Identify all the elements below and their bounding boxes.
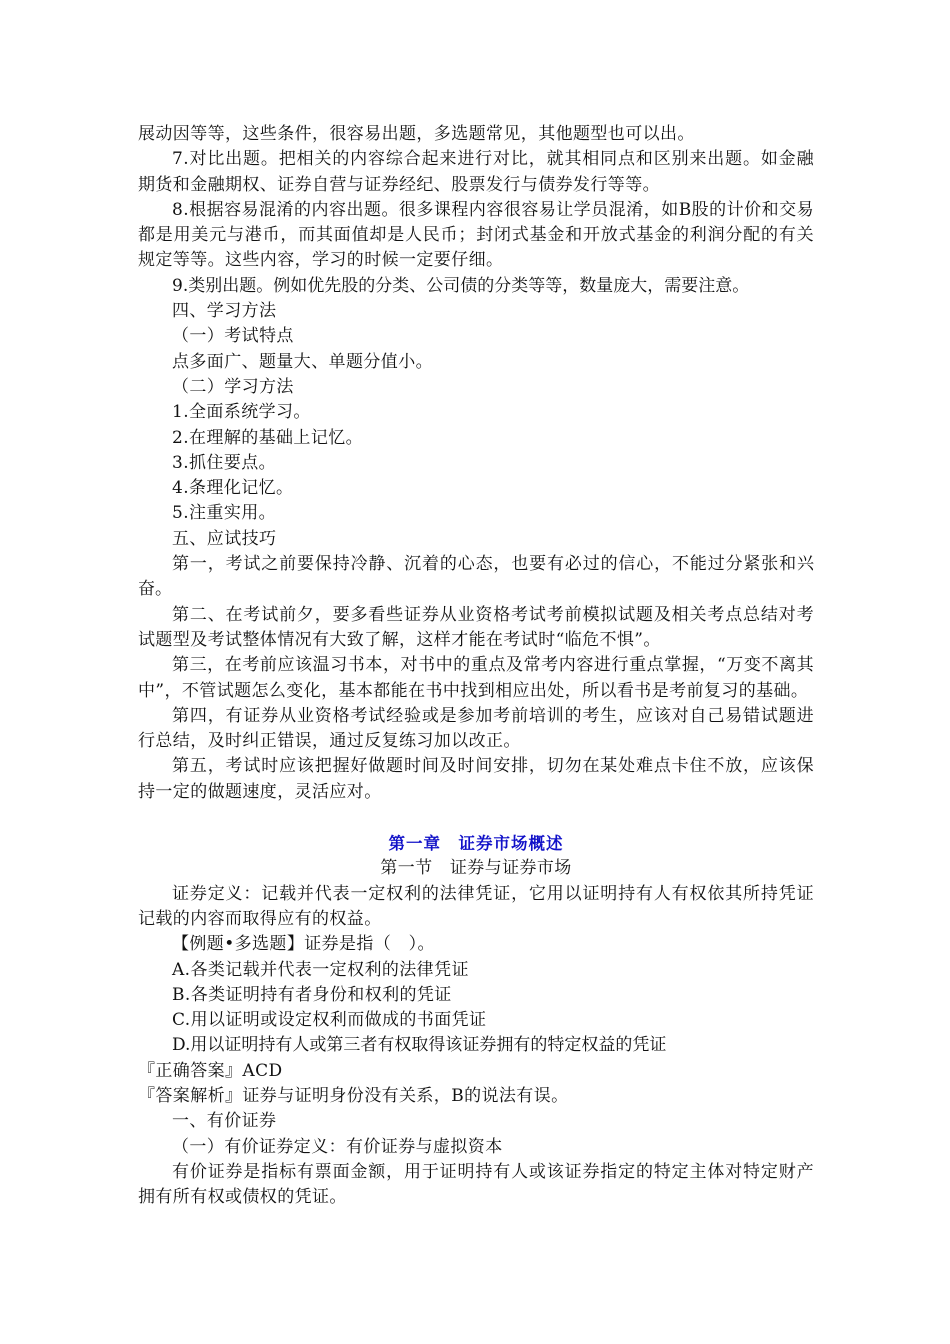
paragraph-item-7: 7.对比出题。把相关的内容综合起来进行对比，就其相同点和区别来出题。如金融期货和金融期权、证券自营与证券经纪、股票发行与债券发行等等。 xyxy=(138,149,814,195)
heading-study-methods: 四、学习方法 xyxy=(172,301,277,322)
answer-analysis: 『答案解析』证券与证明身份没有关系，B的说法有误。 xyxy=(138,1085,569,1106)
method-item: 4.条理化记忆。 xyxy=(172,478,294,499)
option-a: A.各类记载并代表一定权利的法律凭证 xyxy=(172,959,469,980)
tip-paragraph-4: 第四，有证券从业资格考试经验或是参加考前培训的考生，应该对自己易错试题进行总结，及时纠正错误，通过反复练习加以改正。 xyxy=(138,705,814,752)
section-title: 第一节 证券与证券市场 xyxy=(380,858,572,879)
option-c: C.用以证明或设定权利而做成的书面凭证 xyxy=(172,1010,487,1031)
subheading-definition: （一）有价证券定义：有价证券与虚拟资本 xyxy=(172,1136,503,1157)
subheading-exam-features: （一）考试特点 xyxy=(172,326,294,347)
page-content xyxy=(138,122,814,1210)
subheading-study-methods: （二）学习方法 xyxy=(172,376,294,397)
correct-answer: 『正确答案』ACD xyxy=(138,1060,283,1081)
method-item: 1.全面系统学习。 xyxy=(172,402,311,423)
spacer xyxy=(138,805,814,831)
exam-features-text: 点多面广、题量大、单题分值小。 xyxy=(172,351,433,372)
method-item: 3.抓住要点。 xyxy=(172,452,277,473)
securities-definition: 证券定义：记载并代表一定权利的法律凭证，它用以证明持有人有权依其所持凭证记载的内容而取得应有的权益。 xyxy=(138,883,814,929)
option-b: B.各类证明持有者身份和权利的凭证 xyxy=(172,984,452,1005)
example-question: 【例题•多选题】证券是指（ ）。 xyxy=(172,934,435,955)
tip-paragraph-5: 第五，考试时应该把握好做题时间及时间安排，切勿在某处难点卡住不放，应该保持一定的做题速度，灵活应对。 xyxy=(138,756,814,802)
paragraph-item-9: 9.类别出题。例如优先股的分类、公司债的分类等等，数量庞大，需要注意。 xyxy=(172,275,750,296)
heading-negotiable-securities: 一、有价证券 xyxy=(172,1111,277,1132)
paragraph-item-8: 8.根据容易混淆的内容出题。很多课程内容很容易让学员混淆，如B股的计价和交易都是用美元与港币，而其面值却是人民币；封闭式基金和开放式基金的利润分配的有关规定等等。这些内容，学习的时候一定要仔细。 xyxy=(138,199,814,271)
tip-paragraph-2: 第二、在考试前夕，要多看些证券从业资格考试考前模拟试题及相关考点总结对考试题型及考试整体情况有大致了解，这样才能在考试时“临危不惧”。 xyxy=(138,604,814,650)
negotiable-securities-text: 有价证券是指标有票面金额，用于证明持有人或该证券指定的特定主体对特定财产拥有所有权或债权的凭证。 xyxy=(138,1161,814,1208)
tip-paragraph-3: 第三，在考前应该温习书本，对书中的重点及常考内容进行重点掌握，“万变不离其中”，不管试题怎么变化，基本都能在书中找到相应出处，所以看书是考前复习的基础。 xyxy=(138,655,814,701)
method-item: 2.在理解的基础上记忆。 xyxy=(172,427,364,448)
option-d: D.用以证明持有人或第三者有权取得该证券拥有的特定权益的凭证 xyxy=(172,1035,667,1056)
tip-paragraph-1: 第一，考试之前要保持冷静、沉着的心态，也要有必过的信心，不能过分紧张和兴奋。 xyxy=(138,554,814,600)
method-item: 5.注重实用。 xyxy=(172,503,277,524)
heading-exam-tips: 五、应试技巧 xyxy=(172,528,277,549)
chapter-title: 第一章 证券市场概述 xyxy=(388,834,564,854)
paragraph-continuation: 展动因等等，这些条件，很容易出题，多选题常见，其他题型也可以出。 xyxy=(138,124,695,144)
